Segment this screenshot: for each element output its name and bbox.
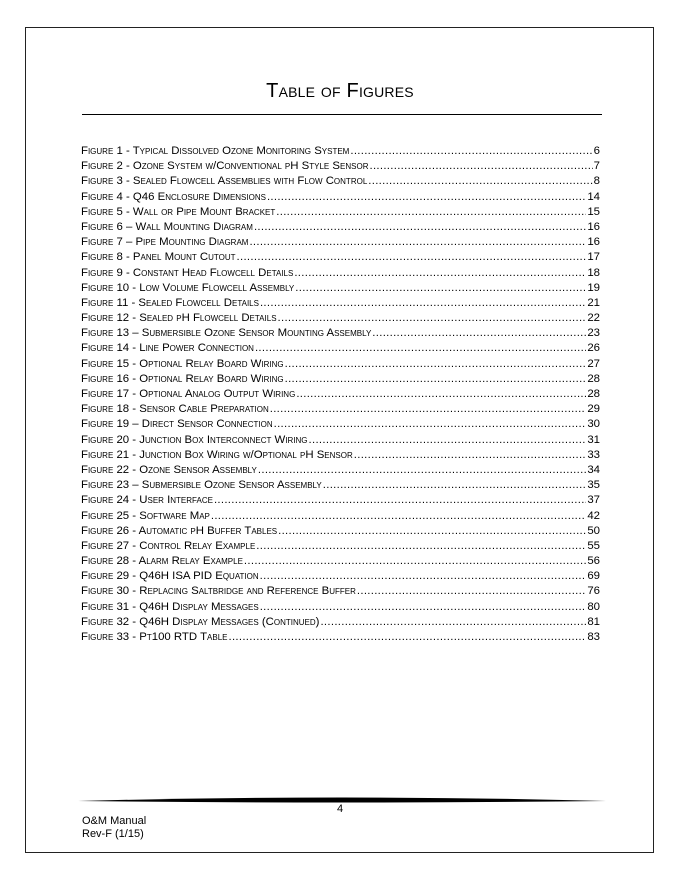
- figure-page-number: 19: [587, 281, 600, 294]
- dot-leader: [320, 615, 586, 630]
- figure-entry[interactable]: [81, 630, 600, 645]
- figure-entry[interactable]: [81, 372, 600, 387]
- figure-label: Figure 22 - Ozone Sensor Assembly: [81, 463, 257, 476]
- figure-entry[interactable]: [81, 524, 600, 539]
- figure-page-number: 28: [587, 388, 600, 400]
- figure-page-number: 22: [587, 312, 600, 325]
- figure-label: Figure 11 - Sealed Flowcell Details: [81, 296, 259, 309]
- figures-list: [81, 144, 600, 645]
- figure-entry[interactable]: [81, 417, 600, 432]
- figure-entry[interactable]: [81, 326, 600, 341]
- figure-label: Figure 13 – Submersible Ozone Sensor Mounting Assembly: [81, 327, 372, 340]
- figure-page-number: 69: [587, 570, 600, 583]
- figure-label: Figure 17 - Optional Analog Output Wiring: [81, 388, 296, 400]
- figure-label: Figure 29 - Q46H ISA PID Equation: [81, 570, 259, 583]
- figure-entry[interactable]: [81, 159, 600, 174]
- dot-leader: [309, 433, 587, 448]
- figure-page-number: 80: [587, 600, 600, 613]
- dot-leader: [274, 417, 587, 432]
- figure-entry[interactable]: [81, 311, 600, 326]
- figure-entry[interactable]: [81, 584, 600, 599]
- figure-label: Figure 27 - Control Relay Example: [81, 539, 256, 552]
- dot-leader: [256, 539, 586, 554]
- figure-page-number: 6: [593, 145, 600, 157]
- dot-leader: [294, 266, 586, 281]
- figure-label: Figure 16 - Optional Relay Board Wiring: [81, 372, 284, 385]
- dot-leader: [350, 144, 592, 159]
- dot-leader: [276, 205, 586, 220]
- dot-leader: [323, 478, 587, 493]
- figure-label: Figure 30 - Replacing Saltbridge and Reference Buffer: [81, 585, 356, 598]
- dot-leader: [214, 493, 586, 508]
- figure-label: Figure 21 - Junction Box Wiring w/Optional pH Sensor: [81, 448, 353, 461]
- figure-label: Figure 3 - Sealed Flowcell Assemblies with Flow Control: [81, 175, 368, 188]
- figure-entry[interactable]: [81, 402, 600, 417]
- figure-entry[interactable]: [81, 190, 600, 205]
- figure-label: Figure 12 - Sealed pH Flowcell Details: [81, 312, 277, 325]
- figure-entry[interactable]: [81, 250, 600, 265]
- figure-entry[interactable]: [81, 448, 600, 463]
- figure-label: Figure 20 - Junction Box Interconnect Wiring: [81, 433, 308, 446]
- figure-entry[interactable]: [81, 600, 600, 615]
- figure-page-number: 83: [587, 631, 600, 643]
- footer-doc-name: O&M Manual: [82, 815, 147, 827]
- figure-entry[interactable]: [81, 433, 600, 448]
- figure-page-number: 8: [593, 175, 600, 188]
- figure-label: Figure 8 - Panel Mount Cutout: [81, 251, 236, 264]
- dot-leader: [254, 220, 586, 235]
- dot-leader: [295, 281, 586, 296]
- figure-entry[interactable]: [81, 220, 600, 235]
- figure-label: Figure 6 – Wall Mounting Diagram: [81, 220, 253, 233]
- footer-revision: Rev-F (1/15): [82, 828, 144, 840]
- figure-page-number: 35: [587, 479, 600, 492]
- figure-page-number: 76: [587, 585, 600, 598]
- figure-entry[interactable]: [81, 463, 600, 478]
- figure-entry[interactable]: [81, 174, 600, 189]
- figure-label: Figure 32 - Q46H Display Messages (Continued): [81, 615, 320, 628]
- dot-leader: [267, 190, 586, 205]
- figure-label: Figure 26 - Automatic pH Buffer Tables: [81, 524, 278, 537]
- figure-label: Figure 9 - Constant Head Flowcell Details: [81, 266, 294, 279]
- figure-page-number: 18: [587, 266, 600, 279]
- figure-page-number: 33: [587, 448, 600, 461]
- dot-leader: [285, 372, 587, 387]
- figure-page-number: 21: [587, 296, 600, 309]
- figure-label: Figure 7 – Pipe Mounting Diagram: [81, 236, 249, 249]
- dot-leader: [270, 402, 587, 417]
- figure-page-number: 31: [587, 433, 600, 446]
- figure-page-number: 16: [587, 220, 600, 233]
- figure-entry[interactable]: [81, 493, 600, 508]
- figure-entry[interactable]: [81, 281, 600, 296]
- figure-page-number: 50: [587, 524, 600, 537]
- figure-entry[interactable]: [81, 205, 600, 220]
- figure-page-number: 37: [587, 494, 600, 507]
- dot-leader: [244, 554, 586, 569]
- dot-leader: [354, 448, 587, 463]
- figure-page-number: 42: [587, 509, 600, 522]
- dot-leader: [258, 463, 586, 478]
- dot-leader: [260, 569, 587, 584]
- figure-label: Figure 23 – Submersible Ozone Sensor Assembly: [81, 479, 322, 492]
- dot-leader: [369, 159, 592, 174]
- figure-page-number: 26: [587, 342, 600, 355]
- figure-page-number: 28: [587, 372, 600, 385]
- figure-label: Figure 15 - Optional Relay Board Wiring: [81, 357, 284, 370]
- figure-entry[interactable]: [81, 554, 600, 569]
- figure-page-number: 23: [587, 327, 600, 340]
- figure-page-number: 17: [587, 251, 600, 264]
- figure-entry[interactable]: [81, 296, 600, 311]
- dot-leader: [249, 235, 586, 250]
- figure-page-number: 15: [587, 205, 600, 218]
- figure-entry[interactable]: [81, 266, 600, 281]
- figure-label: Figure 31 - Q46H Display Messages: [81, 600, 259, 613]
- dot-leader: [368, 174, 592, 189]
- figure-entry[interactable]: [81, 478, 600, 493]
- figure-page-number: 81: [587, 615, 600, 628]
- figure-label: Figure 28 - Alarm Relay Example: [81, 555, 243, 568]
- figure-label: Figure 14 - Line Power Connection: [81, 342, 254, 355]
- figure-entry[interactable]: [81, 144, 600, 159]
- page-title: Table of Figures: [266, 80, 414, 102]
- dot-leader: [278, 524, 586, 539]
- dot-leader: [296, 387, 586, 402]
- figure-entry[interactable]: [81, 387, 600, 402]
- figure-entry[interactable]: [81, 615, 600, 630]
- dot-leader: [228, 630, 586, 645]
- figure-label: Figure 33 - Pt100 RTD Table: [81, 631, 228, 643]
- figure-label: Figure 18 - Sensor Cable Preparation: [81, 403, 269, 416]
- figure-page-number: 34: [587, 463, 600, 476]
- figure-page-number: 29: [587, 403, 600, 416]
- dot-leader: [278, 311, 587, 326]
- figure-page-number: 7: [593, 160, 600, 173]
- figure-label: Figure 5 - Wall or Pipe Mount Bracket: [81, 205, 276, 218]
- figure-label: Figure 19 – Direct Sensor Connection: [81, 418, 273, 431]
- dot-leader: [285, 357, 587, 372]
- page-number: 4: [336, 803, 344, 815]
- figure-label: Figure 25 - Software Map: [81, 509, 210, 522]
- figure-entry[interactable]: [81, 539, 600, 554]
- figure-page-number: 27: [587, 357, 600, 370]
- figure-label: Figure 24 - User Interface: [81, 494, 213, 507]
- dot-leader: [255, 341, 586, 356]
- dot-leader: [237, 250, 587, 265]
- figure-entry[interactable]: [81, 357, 600, 372]
- dot-leader: [357, 584, 586, 599]
- figure-label: Figure 2 - Ozone System w/Conventional pH Style Sensor: [81, 160, 369, 173]
- figure-label: Figure 4 - Q46 Enclosure Dimensions: [81, 190, 266, 203]
- title-rule: [82, 114, 602, 115]
- figure-entry[interactable]: [81, 569, 600, 584]
- figure-label: Figure 1 - Typical Dissolved Ozone Monitoring System: [81, 145, 350, 157]
- figure-page-number: 56: [587, 555, 600, 568]
- dot-leader: [211, 509, 586, 524]
- figure-page-number: 14: [587, 190, 600, 203]
- figure-page-number: 30: [587, 418, 600, 431]
- figure-label: Figure 10 - Low Volume Flowcell Assembly: [81, 281, 295, 294]
- figure-page-number: 55: [587, 539, 600, 552]
- dot-leader: [260, 296, 586, 311]
- figure-page-number: 16: [587, 236, 600, 249]
- dot-leader: [260, 600, 587, 615]
- figure-entry[interactable]: [81, 235, 600, 250]
- dot-leader: [372, 326, 586, 341]
- figure-entry[interactable]: [81, 341, 600, 356]
- figure-entry[interactable]: [81, 509, 600, 524]
